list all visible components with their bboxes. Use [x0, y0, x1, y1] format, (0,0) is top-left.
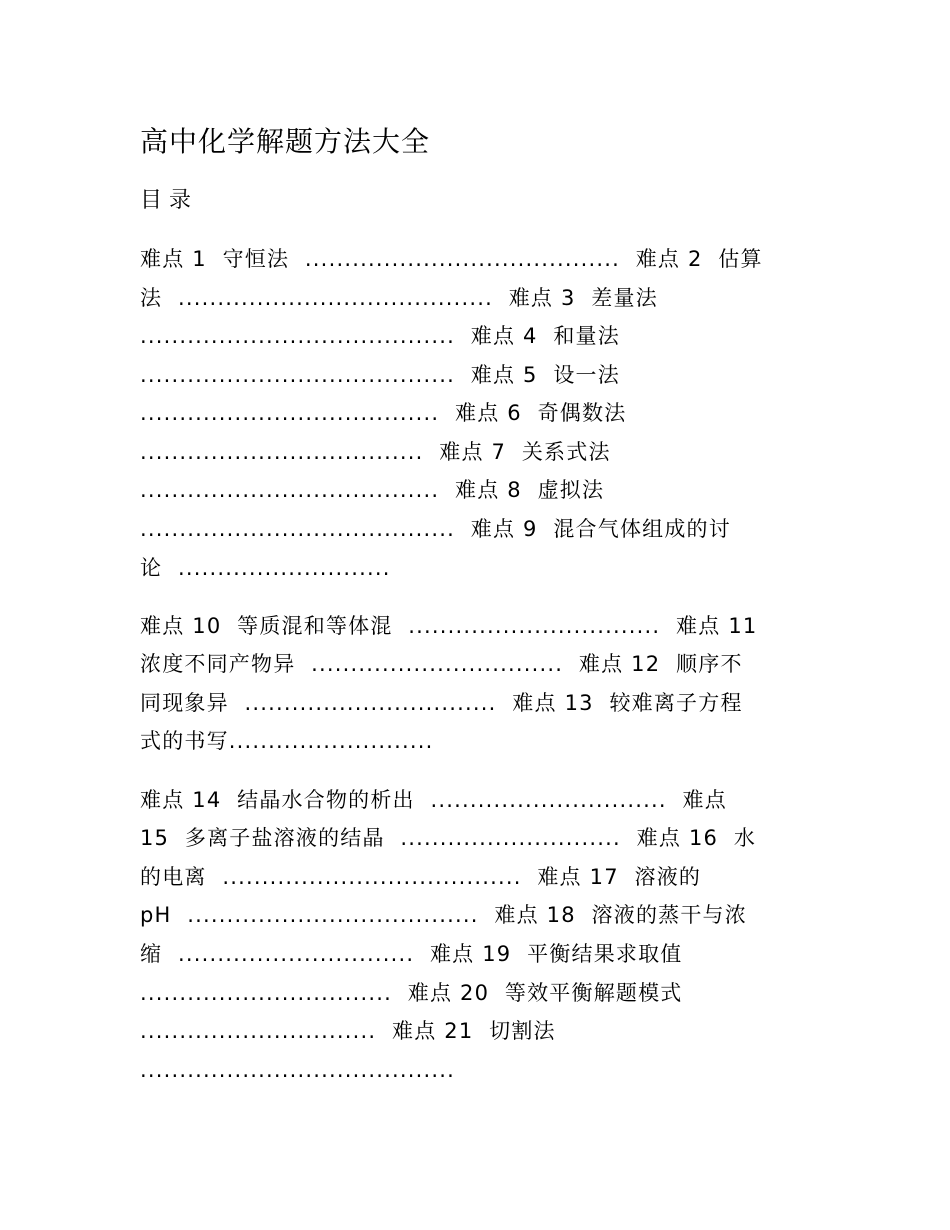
toc-line: 同现象异 ................................ 难点 13 较难离子方程: [140, 691, 743, 715]
toc-line: ................................ 难点 20 等效平衡解题模式: [140, 981, 683, 1005]
toc-line: ........................................ 难点 4 和量法: [140, 324, 620, 348]
toc-line: 难点 14 结晶水合物的析出 .............................. 难点: [140, 788, 727, 812]
toc-line: 难点 1 守恒法 ........................................ 难点 2 估算: [140, 247, 763, 271]
toc-line: ........................................: [140, 1058, 456, 1082]
toc-line: pH ..................................... 难点 18 溶液的蒸干与浓: [140, 903, 747, 927]
toc-line: 难点 10 等质混和等体混 ................................ 难点 11: [140, 614, 758, 638]
toc-line: ........................................ 难点 5 设一法: [140, 363, 620, 387]
toc-line: 的电离 ...................................... 难点 17 溶液的: [140, 865, 702, 889]
toc-line: ........................................ 难点 9 混合气体组成的讨: [140, 517, 731, 541]
document-title: 高中化学解题方法大全: [140, 125, 431, 158]
toc-line: ...................................... 难点 6 奇偶数法: [140, 401, 627, 425]
toc-heading: 目 录: [140, 188, 191, 213]
toc-line: 15 多离子盐溶液的结晶 ............................ 难点 16 水: [140, 826, 757, 850]
toc-line: 浓度不同产物异 ................................ 难点 12 顺序不: [140, 652, 743, 676]
toc-line: 论 ...........................: [140, 556, 391, 580]
toc-line: .................................... 难点 7 关系式法: [140, 440, 611, 464]
toc-line: 缩 .............................. 难点 19 平衡结果求取值: [140, 942, 683, 966]
toc-line: 式的书写..........................: [140, 729, 434, 753]
toc-line: ...................................... 难点 8 虚拟法: [140, 478, 605, 502]
toc-line: 法 ........................................ 难点 3 差量法: [140, 286, 658, 310]
toc-line: .............................. 难点 21 切割法: [140, 1019, 556, 1043]
